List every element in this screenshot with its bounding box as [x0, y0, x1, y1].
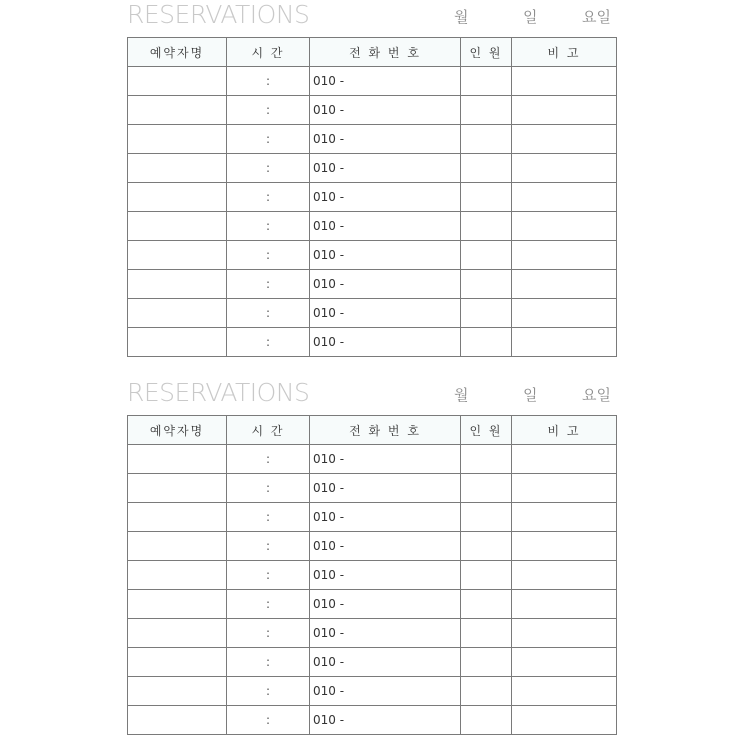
name-cell	[128, 706, 227, 735]
time-cell: :	[227, 154, 310, 183]
party-size-cell	[461, 212, 512, 241]
party-size-cell	[461, 677, 512, 706]
time-cell: :	[227, 125, 310, 154]
time-cell: :	[227, 299, 310, 328]
day-label: 일	[523, 386, 538, 404]
notes-cell	[512, 212, 617, 241]
party-size-cell	[461, 503, 512, 532]
table-row	[128, 706, 617, 735]
notes-cell	[512, 67, 617, 96]
notes-cell	[512, 677, 617, 706]
col-notes-header: 비 고	[512, 416, 617, 445]
table-row	[128, 183, 617, 212]
party-size-cell	[461, 445, 512, 474]
name-cell	[128, 474, 227, 503]
table-header-row	[128, 38, 617, 67]
name-cell	[128, 677, 227, 706]
party-size-cell	[461, 561, 512, 590]
time-cell: :	[227, 183, 310, 212]
notes-cell	[512, 183, 617, 212]
day-label: 일	[523, 8, 538, 26]
name-cell	[128, 561, 227, 590]
name-cell	[128, 299, 227, 328]
time-cell: :	[227, 706, 310, 735]
notes-cell	[512, 270, 617, 299]
party-size-cell	[461, 328, 512, 357]
notes-cell	[512, 241, 617, 270]
phone-cell: 010 -	[310, 648, 461, 677]
time-cell: :	[227, 241, 310, 270]
col-party-size-header: 인 원	[461, 38, 512, 67]
phone-cell: 010 -	[310, 328, 461, 357]
table-row	[128, 561, 617, 590]
time-cell: :	[227, 532, 310, 561]
party-size-cell	[461, 706, 512, 735]
weekday-label: 요일	[582, 8, 611, 26]
party-size-cell	[461, 590, 512, 619]
phone-cell: 010 -	[310, 619, 461, 648]
name-cell	[128, 445, 227, 474]
phone-cell: 010 -	[310, 96, 461, 125]
notes-cell	[512, 532, 617, 561]
col-phone-header: 전 화 번 호	[310, 416, 461, 445]
table-row	[128, 503, 617, 532]
name-cell	[128, 590, 227, 619]
phone-cell: 010 -	[310, 183, 461, 212]
party-size-cell	[461, 648, 512, 677]
name-cell	[128, 212, 227, 241]
notes-cell	[512, 299, 617, 328]
notes-cell	[512, 154, 617, 183]
phone-cell: 010 -	[310, 532, 461, 561]
name-cell	[128, 96, 227, 125]
notes-cell	[512, 125, 617, 154]
phone-cell: 010 -	[310, 474, 461, 503]
phone-cell: 010 -	[310, 299, 461, 328]
table-row	[128, 648, 617, 677]
phone-cell: 010 -	[310, 241, 461, 270]
table-row	[128, 328, 617, 357]
table-row	[128, 212, 617, 241]
time-cell: :	[227, 561, 310, 590]
table-row	[128, 619, 617, 648]
notes-cell	[512, 706, 617, 735]
table-row	[128, 474, 617, 503]
time-cell: :	[227, 503, 310, 532]
phone-cell: 010 -	[310, 706, 461, 735]
notes-cell	[512, 328, 617, 357]
time-cell: :	[227, 445, 310, 474]
table-row	[128, 125, 617, 154]
table-row	[128, 67, 617, 96]
sheet-title: RESERVATIONS	[127, 378, 310, 407]
party-size-cell	[461, 241, 512, 270]
notes-cell	[512, 619, 617, 648]
reservation-table	[127, 37, 617, 357]
phone-cell: 010 -	[310, 67, 461, 96]
party-size-cell	[461, 619, 512, 648]
name-cell	[128, 503, 227, 532]
notes-cell	[512, 648, 617, 677]
name-cell	[128, 270, 227, 299]
phone-cell: 010 -	[310, 677, 461, 706]
col-name-header: 예약자명	[128, 416, 227, 445]
time-cell: :	[227, 328, 310, 357]
party-size-cell	[461, 299, 512, 328]
reservation-sheet-1	[127, 0, 616, 357]
notes-cell	[512, 503, 617, 532]
phone-cell: 010 -	[310, 590, 461, 619]
time-cell: :	[227, 648, 310, 677]
party-size-cell	[461, 270, 512, 299]
table-row	[128, 270, 617, 299]
col-phone-header: 전 화 번 호	[310, 38, 461, 67]
name-cell	[128, 241, 227, 270]
table-row	[128, 445, 617, 474]
party-size-cell	[461, 125, 512, 154]
notes-cell	[512, 96, 617, 125]
name-cell	[128, 154, 227, 183]
party-size-cell	[461, 474, 512, 503]
notes-cell	[512, 445, 617, 474]
table-row	[128, 96, 617, 125]
party-size-cell	[461, 154, 512, 183]
time-cell: :	[227, 96, 310, 125]
col-time-header: 시 간	[227, 38, 310, 67]
time-cell: :	[227, 474, 310, 503]
col-party-size-header: 인 원	[461, 416, 512, 445]
table-row	[128, 590, 617, 619]
phone-cell: 010 -	[310, 503, 461, 532]
col-time-header: 시 간	[227, 416, 310, 445]
time-cell: :	[227, 590, 310, 619]
sheet-header	[127, 378, 616, 415]
notes-cell	[512, 590, 617, 619]
phone-cell: 010 -	[310, 125, 461, 154]
table-header-row	[128, 416, 617, 445]
reservation-sheet-2	[127, 378, 616, 735]
name-cell	[128, 125, 227, 154]
party-size-cell	[461, 532, 512, 561]
weekday-label: 요일	[582, 386, 611, 404]
table-row	[128, 677, 617, 706]
sheet-title: RESERVATIONS	[127, 0, 310, 29]
month-label: 월	[454, 8, 469, 26]
party-size-cell	[461, 96, 512, 125]
col-notes-header: 비 고	[512, 38, 617, 67]
table-row	[128, 154, 617, 183]
phone-cell: 010 -	[310, 445, 461, 474]
table-row	[128, 299, 617, 328]
phone-cell: 010 -	[310, 270, 461, 299]
table-body	[128, 445, 617, 735]
reservation-table	[127, 415, 617, 735]
party-size-cell	[461, 183, 512, 212]
name-cell	[128, 619, 227, 648]
phone-cell: 010 -	[310, 212, 461, 241]
phone-cell: 010 -	[310, 561, 461, 590]
time-cell: :	[227, 619, 310, 648]
time-cell: :	[227, 212, 310, 241]
col-name-header: 예약자명	[128, 38, 227, 67]
name-cell	[128, 648, 227, 677]
table-row	[128, 241, 617, 270]
name-cell	[128, 67, 227, 96]
month-label: 월	[454, 386, 469, 404]
notes-cell	[512, 474, 617, 503]
notes-cell	[512, 561, 617, 590]
time-cell: :	[227, 677, 310, 706]
table-row	[128, 532, 617, 561]
name-cell	[128, 328, 227, 357]
name-cell	[128, 183, 227, 212]
time-cell: :	[227, 67, 310, 96]
party-size-cell	[461, 67, 512, 96]
sheet-header	[127, 0, 616, 37]
phone-cell: 010 -	[310, 154, 461, 183]
table-body	[128, 67, 617, 357]
name-cell	[128, 532, 227, 561]
time-cell: :	[227, 270, 310, 299]
